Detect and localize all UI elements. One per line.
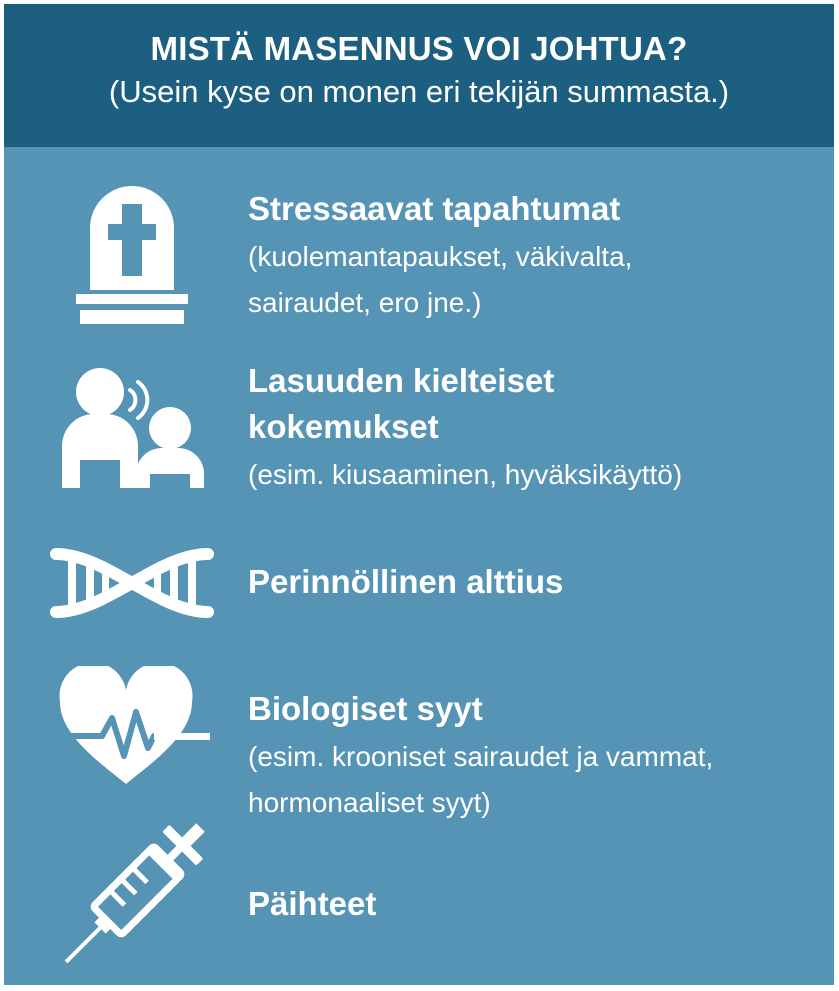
item-title: kokemukset [248, 408, 439, 445]
item-title: Lasuuden kielteiset [248, 362, 555, 399]
dna-icon [50, 544, 214, 622]
item-description: sairaudet, ero jne.) [248, 287, 482, 318]
item-description: (esim. krooniset sairaudet ja vammat, [248, 741, 714, 772]
item-title: Päihteet [248, 885, 377, 922]
infographic-card [4, 4, 834, 985]
item-description: (kuolemantapaukset, väkivalta, [248, 241, 633, 272]
heartbeat-icon [54, 666, 214, 786]
item-title: Perinnöllinen alttius [248, 563, 564, 600]
header-banner [4, 4, 834, 147]
item-title: Biologiset syyt [248, 690, 483, 727]
item-description: (esim. kiusaaminen, hyväksikäyttö) [248, 459, 683, 490]
item-description: hormonaaliset syyt) [248, 787, 491, 818]
syringe-icon [54, 814, 224, 979]
adult-child-icon [54, 364, 214, 488]
page-subtitle: (Usein kyse on monen eri tekijän summasta.) [108, 74, 730, 109]
gravestone-icon [72, 182, 192, 330]
page-title: MISTÄ MASENNUS VOI JOHTUA? [150, 30, 688, 67]
item-title: Stressaavat tapahtumat [248, 190, 621, 227]
